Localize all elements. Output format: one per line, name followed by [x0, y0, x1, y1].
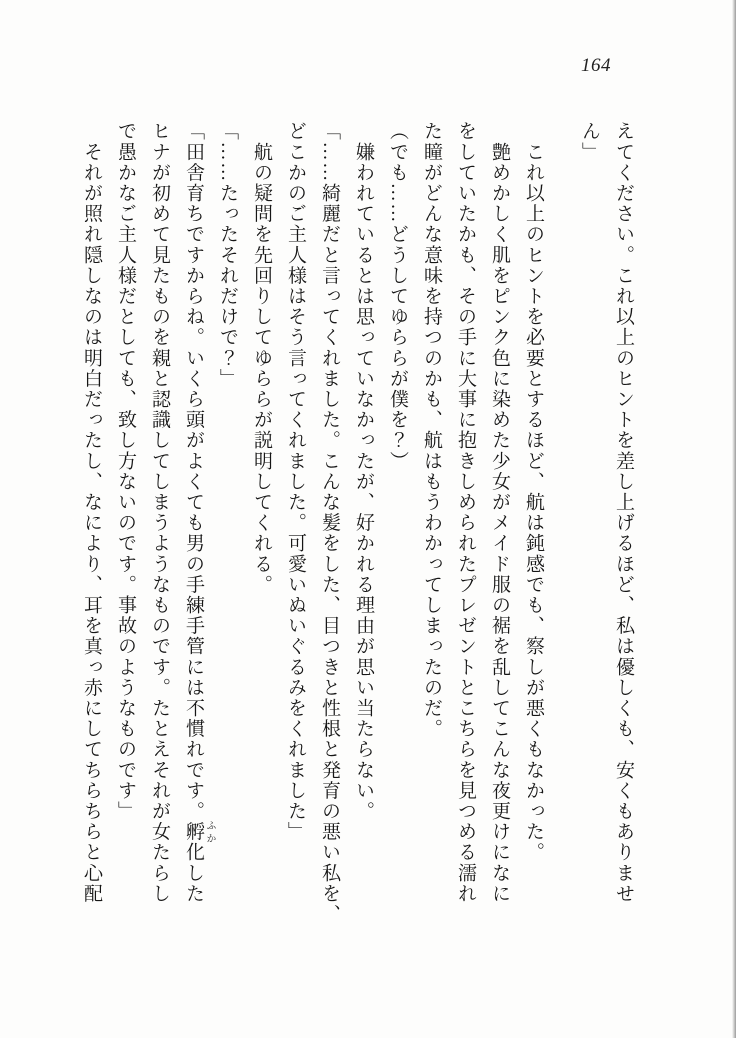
text-line: どこかのご主人様はそう言ってくれました。可愛いぬいぐるみをくれました」: [285, 121, 306, 842]
text-line: 嫌われているとは思っていなかったが、好かれる理由が思い当たらない。: [353, 121, 374, 822]
text-line: 「……たったそれだけで？」: [217, 121, 238, 389]
vertical-text-block: [74, 121, 640, 943]
text-line: をしていたかも、その手に大事に抱きしめられたプレゼントとこちらを見つめる濡れ: [455, 121, 476, 904]
furigana-annotation: ふか: [204, 820, 215, 846]
text-line: ヒナが初めて見たものを親と認識してしまうようなものです。たとえそれが女たらし: [149, 121, 170, 904]
page-scan-edge: [732, 0, 736, 1038]
text-line: それが照れ隠しなのは明白だったし、なにより、耳を真っ赤にしてちらちらと心配: [81, 121, 102, 904]
text-line: で愚かなご主人様だとしても、致し方ないのです。事故のようなものです」: [115, 121, 136, 822]
text-line: えてください。これ以上のヒントを差し上げるほど、私は優しくも、安くもありませ: [613, 121, 634, 904]
text-line: ん」: [579, 121, 600, 163]
text-line: 航の疑問を先回りしてゆららが説明してくれる。: [251, 121, 272, 595]
text-line: 「田舎育ちですからね。いくら頭がよくても男の手練手管には不慣れです。孵化した: [183, 121, 204, 904]
page-number: 164: [581, 55, 611, 76]
text-line: た瞳がどんな意味を持つのかも、航はもうわかってしまったのだ。: [421, 121, 442, 739]
text-line: （でも……どうしてゆららが僕を？）: [387, 121, 408, 472]
text-line: 艶めかしく肌をピンク色に染めた少女がメイド服の裾を乱してこんな夜更けになに: [489, 121, 510, 904]
text-line: これ以上のヒントを必要とするほど、航は鈍感でも、察しが悪くもなかった。: [523, 121, 544, 863]
text-line: 「……綺麗だと言ってくれました。こんな髪をした、目つきと性根と発育の悪い私を、: [319, 121, 340, 925]
